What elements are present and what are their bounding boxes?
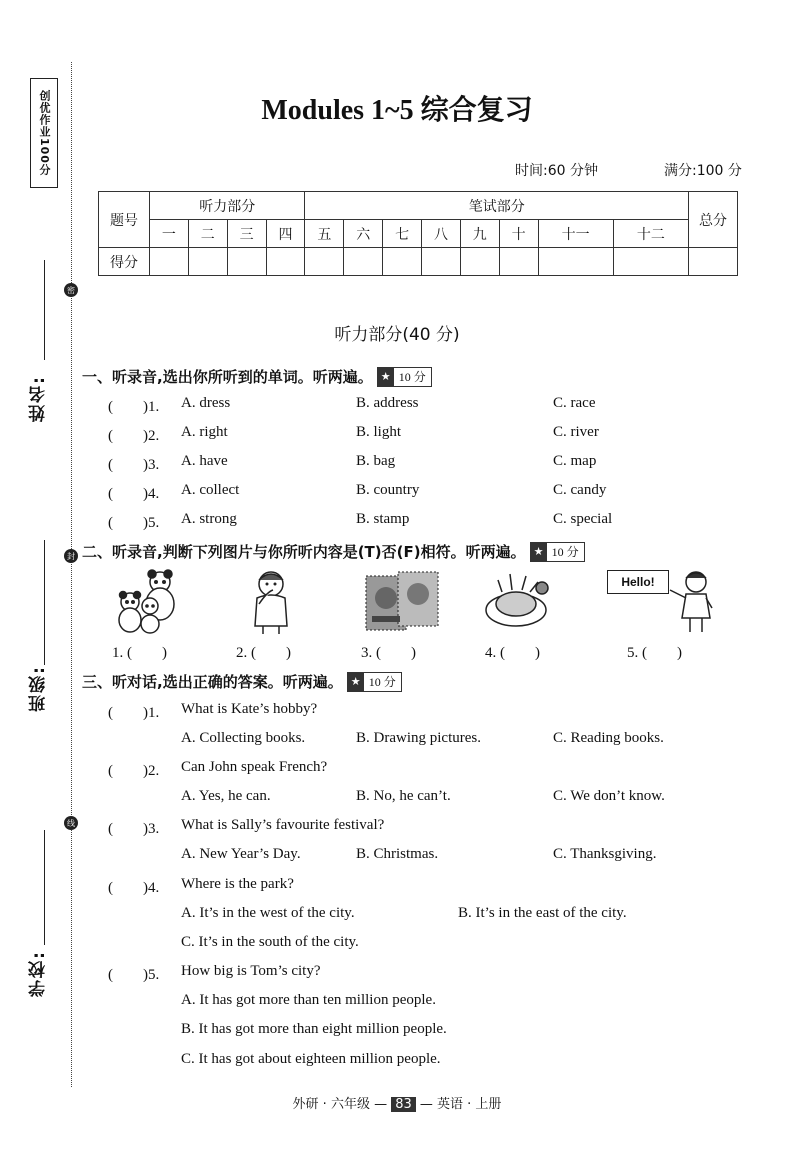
question-number: 七 bbox=[383, 220, 422, 248]
school-label: 学校: bbox=[29, 950, 49, 997]
question-number: ( )1. bbox=[108, 399, 160, 415]
option-c[interactable]: C. special bbox=[553, 511, 613, 527]
picture-answer-4[interactable]: 4. ( ) bbox=[485, 645, 540, 661]
question-number: 五 bbox=[305, 220, 344, 248]
option-c[interactable]: C. Thanksgiving. bbox=[553, 846, 657, 862]
option-a[interactable]: A. right bbox=[181, 424, 228, 440]
option-b[interactable]: B. bag bbox=[356, 453, 396, 469]
points-value: 10 分 bbox=[398, 370, 426, 384]
page-number: 83 bbox=[391, 1097, 416, 1112]
table-label-score: 得分 bbox=[99, 248, 150, 276]
seal-mark: 封 bbox=[64, 549, 78, 563]
class-label: 班级: bbox=[29, 665, 49, 712]
question-text: Where is the park? bbox=[181, 876, 294, 892]
listening-header: 听力部分 bbox=[150, 192, 305, 220]
option-b[interactable]: B. It’s in the east of the city. bbox=[458, 905, 627, 921]
option-a[interactable]: A. Collecting books. bbox=[181, 730, 306, 746]
star-icon: ★ bbox=[531, 543, 547, 561]
question-number: 八 bbox=[422, 220, 461, 248]
footer-left: 外研 · 六年级 — bbox=[292, 1097, 388, 1112]
boy-picture bbox=[245, 568, 297, 634]
question-number: 十一 bbox=[538, 220, 613, 248]
score-cell[interactable] bbox=[305, 248, 344, 276]
option-c[interactable]: C. It has got about eighteen million people. bbox=[181, 1051, 441, 1067]
option-a[interactable]: A. collect bbox=[181, 482, 240, 498]
question-text: Can John speak French? bbox=[181, 759, 328, 775]
class-line bbox=[44, 540, 45, 665]
part1-title: 一、听录音,选出你所听到的单词。听两遍。 bbox=[82, 368, 373, 386]
table-label-question: 题号 bbox=[99, 192, 150, 248]
option-a[interactable]: A. strong bbox=[181, 511, 237, 527]
score-cell[interactable] bbox=[150, 248, 189, 276]
option-b[interactable]: B. stamp bbox=[356, 511, 410, 527]
option-c[interactable]: C. It’s in the south of the city. bbox=[181, 934, 359, 950]
points-badge bbox=[377, 367, 432, 387]
score-cell[interactable] bbox=[499, 248, 538, 276]
name-line bbox=[44, 260, 45, 360]
question-number: 十二 bbox=[613, 220, 688, 248]
picture-answer-2[interactable]: 2. ( ) bbox=[236, 645, 291, 661]
question-number: ( )2. bbox=[108, 428, 160, 444]
question-number: ( )4. bbox=[108, 880, 160, 896]
option-b[interactable]: B. light bbox=[356, 424, 402, 440]
total-header: 总分 bbox=[689, 192, 738, 248]
question-number: 二 bbox=[188, 220, 227, 248]
score-cell[interactable] bbox=[344, 248, 383, 276]
question-number: 四 bbox=[266, 220, 305, 248]
page-footer bbox=[0, 1093, 794, 1112]
question-text: What is Kate’s hobby? bbox=[181, 701, 318, 717]
score-cell[interactable] bbox=[227, 248, 266, 276]
score-cell[interactable] bbox=[383, 248, 422, 276]
picture-answer-1[interactable]: 1. ( ) bbox=[112, 645, 167, 661]
question-number: ( )1. bbox=[108, 705, 160, 721]
part2-heading bbox=[82, 541, 585, 562]
option-c[interactable]: C. river bbox=[553, 424, 599, 440]
seal-mark: 密 bbox=[64, 283, 78, 297]
seal-mark: 线 bbox=[64, 816, 78, 830]
time-limit: 时间:60 分钟 bbox=[515, 163, 598, 179]
turkey-dinner-picture bbox=[480, 568, 556, 634]
pandas-picture bbox=[112, 568, 186, 634]
question-number: ( )5. bbox=[108, 515, 160, 531]
speech-bubble: Hello! bbox=[607, 570, 669, 594]
score-cell[interactable] bbox=[422, 248, 461, 276]
name-label: 姓名: bbox=[29, 375, 49, 422]
points-badge bbox=[530, 542, 585, 562]
star-icon: ★ bbox=[348, 673, 364, 691]
question-number: ( )2. bbox=[108, 763, 160, 779]
option-b[interactable]: B. No, he can’t. bbox=[356, 788, 451, 804]
part3-heading bbox=[82, 671, 402, 692]
score-cell[interactable] bbox=[188, 248, 227, 276]
part3-title: 三、听对话,选出正确的答案。听两遍。 bbox=[82, 673, 343, 691]
option-b[interactable]: B. It has got more than eight million people. bbox=[181, 1021, 447, 1037]
option-a[interactable]: A. New Year’s Day. bbox=[181, 846, 301, 862]
score-cell[interactable] bbox=[460, 248, 499, 276]
option-a[interactable]: A. It’s in the west of the city. bbox=[181, 905, 355, 921]
full-score: 满分:100 分 bbox=[664, 163, 742, 179]
question-number: 六 bbox=[344, 220, 383, 248]
option-c[interactable]: C. We don’t know. bbox=[553, 788, 665, 804]
option-b[interactable]: B. country bbox=[356, 482, 420, 498]
question-number: 十 bbox=[499, 220, 538, 248]
binding-dotted-line bbox=[71, 62, 72, 1087]
option-a[interactable]: A. It has got more than ten million people. bbox=[181, 992, 436, 1008]
option-b[interactable]: B. Christmas. bbox=[356, 846, 439, 862]
option-c[interactable]: C. map bbox=[553, 453, 597, 469]
question-number: 九 bbox=[460, 220, 499, 248]
question-text: How big is Tom’s city? bbox=[181, 963, 321, 979]
score-table bbox=[98, 191, 738, 276]
question-number: 一 bbox=[150, 220, 189, 248]
part2-title: 二、听录音,判断下列图片与你所听内容是(T)否(F)相符。听两遍。 bbox=[82, 543, 526, 561]
picture-answer-3[interactable]: 3. ( ) bbox=[361, 645, 416, 661]
option-a[interactable]: A. dress bbox=[181, 395, 231, 411]
option-a[interactable]: A. Yes, he can. bbox=[181, 788, 271, 804]
writing-header: 笔试部分 bbox=[305, 192, 689, 220]
score-cell[interactable] bbox=[266, 248, 305, 276]
points-value: 10 分 bbox=[551, 545, 579, 559]
stamps-picture bbox=[364, 570, 440, 634]
score-cell[interactable] bbox=[613, 248, 688, 276]
footer-right: — 英语 · 上册 bbox=[419, 1097, 502, 1112]
score-cell[interactable] bbox=[538, 248, 613, 276]
total-score-cell[interactable] bbox=[689, 248, 738, 276]
option-c[interactable]: C. race bbox=[553, 395, 596, 411]
question-number: ( )4. bbox=[108, 486, 160, 502]
option-c[interactable]: C. Reading books. bbox=[553, 730, 664, 746]
question-number: 三 bbox=[227, 220, 266, 248]
question-number: ( )3. bbox=[108, 457, 160, 473]
question-text: What is Sally’s favourite festival? bbox=[181, 817, 385, 833]
question-number: ( )5. bbox=[108, 967, 160, 983]
series-badge: 创优作业100分 bbox=[30, 78, 58, 188]
page-title: Modules 1~5 综合复习 bbox=[261, 95, 533, 126]
section-title: 听力部分(40 分) bbox=[334, 325, 460, 345]
option-a[interactable]: A. have bbox=[181, 453, 228, 469]
option-b[interactable]: B. Drawing pictures. bbox=[356, 730, 481, 746]
option-c[interactable]: C. candy bbox=[553, 482, 607, 498]
points-value: 10 分 bbox=[368, 675, 396, 689]
picture-answer-5[interactable]: 5. ( ) bbox=[627, 645, 682, 661]
option-b[interactable]: B. address bbox=[356, 395, 419, 411]
part1-heading bbox=[82, 366, 432, 387]
waving-girl-picture bbox=[666, 568, 716, 634]
school-line bbox=[44, 830, 45, 945]
star-icon: ★ bbox=[378, 368, 394, 386]
question-number: ( )3. bbox=[108, 821, 160, 837]
points-badge bbox=[347, 672, 402, 692]
